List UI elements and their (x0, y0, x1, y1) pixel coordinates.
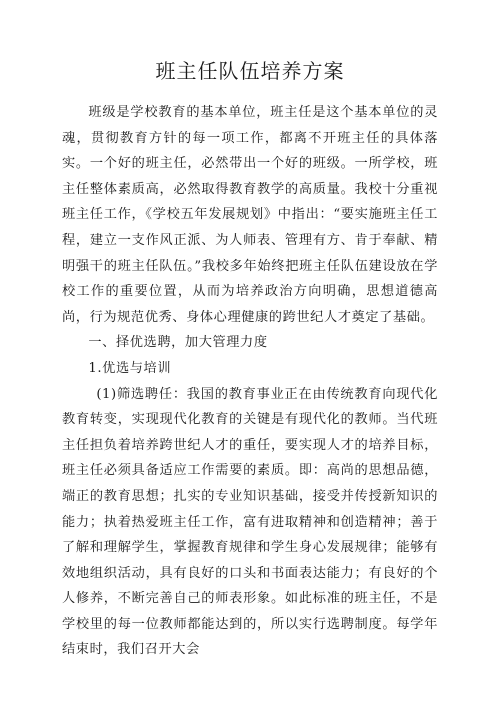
item-paragraph-1: (1)筛选聘任：我国的教育事业正在由传统教育向现代化教育转变，实现现代化教育的关键是有现代化的教师。当代班主任担负着培养跨世纪人才的重任，要实现人才的培养目标，班主任必须具备适应工作需要的素质。即：高尚的思想品德，端正的教育思想；扎实的专业知识基础，接受并传授新知识的能力；执着热爱班主任工作，富有进取精神和创造精神；善于了解和理解学生，掌握教育规律和学生身心发展规律；能够有效地组织活动，具有良好的口头和书面表达能力；有良好的个人修养，不断完善自己的师表形象。如此标准的班主任，不是学校里的每一位教师都能达到的，所以实行选聘制度。每学年结束时，我们召开大会 (62, 386, 438, 658)
subsection-heading-1: 1.优选与培训 (88, 360, 172, 376)
document-title: 班主任队伍培养方案 (155, 59, 345, 83)
intro-paragraph: 班级是学校教育的基本单位，班主任是这个基本单位的灵魂，贯彻教育方针的每一项工作，都离不开班主任的具体落实。一个好的班主任，必然带出一个好的班级。一所学校，班主任整体素质高，必然取得教育教学的高质量。我校十分重视班主任工作，《学校五年发展规划》中指出：“要实施班主任工程，建立一支作风正派、为人师表、管理有方、肯于奉献、精明强干的班主任队伍。”我校多年始终把班主任队伍建设放在学校工作的重要位置，从而为培养政治方向明确，思想道德高尚，行为规范优秀、身体心理健康的跨世纪人才奠定了基础。 (62, 105, 438, 325)
section-heading-1: 一、择优选聘，加大管理力度 (88, 335, 268, 351)
